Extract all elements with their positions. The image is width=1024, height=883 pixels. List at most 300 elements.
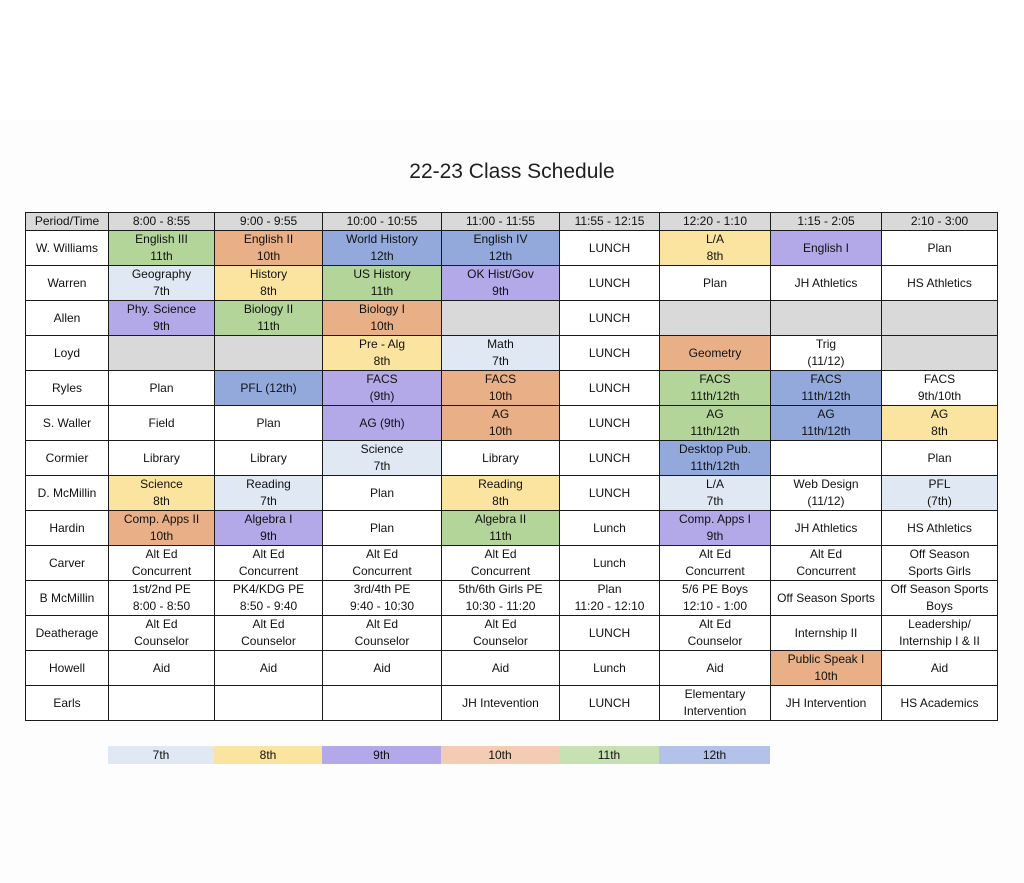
class-cell-line: 11th/12th — [690, 389, 740, 403]
class-cell — [660, 616, 771, 651]
class-cell-line: 10th — [149, 529, 174, 543]
class-cell-line: 1st/2nd PE — [132, 582, 191, 596]
grade-color-legend — [108, 746, 770, 764]
class-cell-line: FACS — [484, 372, 517, 386]
table-row — [26, 266, 998, 301]
class-cell-line: World History — [346, 232, 418, 246]
class-cell-line: LUNCH — [588, 240, 631, 255]
class-cell-line: LUNCH — [588, 485, 631, 500]
class-cell — [660, 476, 771, 511]
class-cell — [771, 511, 882, 546]
class-cell — [215, 546, 323, 581]
class-cell — [109, 546, 215, 581]
class-cell — [109, 231, 215, 266]
class-cell-line: 10th — [488, 424, 513, 438]
class-cell-line: 11th — [370, 284, 394, 298]
teacher-name: Carver — [26, 546, 109, 581]
class-cell-line: English II — [243, 232, 294, 246]
class-cell-line: LUNCH — [588, 415, 631, 430]
class-cell-line: Counselor — [241, 634, 296, 648]
class-cell — [442, 266, 560, 301]
class-cell — [323, 406, 442, 441]
class-cell — [323, 441, 442, 476]
class-cell-line: 10:30 - 11:20 — [465, 599, 536, 613]
class-cell — [560, 231, 660, 266]
class-cell-line: HS Athletics — [907, 520, 972, 535]
class-cell-line: 7th — [260, 494, 277, 508]
class-cell-line: Lunch — [593, 660, 626, 675]
class-cell-line: Counselor — [687, 634, 743, 648]
class-cell-line: Library — [482, 450, 519, 465]
class-cell — [323, 511, 442, 546]
class-cell-line: FACS — [923, 372, 956, 386]
class-cell-line: 5/6 PE Boys — [681, 582, 749, 596]
class-cell-line: Desktop Pub. — [678, 442, 752, 456]
class-cell — [882, 511, 998, 546]
class-cell — [323, 476, 442, 511]
legend-item-10th: 10th — [441, 746, 559, 764]
teacher-name: Cormier — [26, 441, 109, 476]
class-cell-line: 8th — [260, 284, 277, 298]
class-cell-line: HS Athletics — [907, 275, 972, 290]
class-cell-line: PFL — [928, 477, 951, 491]
class-cell-line: 12th — [370, 249, 394, 263]
class-cell — [323, 371, 442, 406]
class-cell — [215, 301, 323, 336]
header-time-slot: 12:20 - 1:10 — [660, 213, 771, 231]
class-cell-line: 8th — [706, 249, 724, 263]
header-period-time: Period/Time — [26, 213, 109, 231]
class-cell-line: Plan — [369, 485, 395, 500]
table-row — [26, 301, 998, 336]
class-cell — [109, 301, 215, 336]
class-cell — [660, 651, 771, 686]
class-cell-line: 9th — [706, 529, 724, 543]
class-cell-line: Aid — [706, 660, 724, 675]
class-cell-line: Concurrent — [131, 564, 192, 578]
class-cell-line: 9th — [153, 319, 170, 333]
teacher-name: Hardin — [26, 511, 109, 546]
table-row — [26, 336, 998, 371]
class-cell-line: Counselor — [134, 634, 189, 648]
class-cell-line: Sports Girls — [908, 564, 971, 578]
class-cell — [323, 266, 442, 301]
class-cell — [215, 406, 323, 441]
class-cell-line: Algebra I — [244, 512, 293, 526]
class-cell-line: Comp. Apps I — [678, 512, 752, 526]
class-cell — [660, 231, 771, 266]
class-cell — [660, 266, 771, 301]
class-cell — [560, 616, 660, 651]
class-cell-line: Aid — [373, 660, 391, 675]
class-cell — [560, 511, 660, 546]
class-cell — [771, 686, 882, 721]
class-cell-line: Aid — [491, 660, 510, 675]
class-cell — [323, 651, 442, 686]
class-cell — [771, 371, 882, 406]
class-cell-line: US History — [353, 267, 411, 281]
class-cell-line: 8th — [492, 494, 509, 508]
class-cell-line: AG — [491, 407, 510, 421]
class-cell — [660, 406, 771, 441]
class-cell-line: PFL (12th) — [240, 380, 297, 395]
class-cell — [109, 336, 215, 371]
class-cell-line: LUNCH — [588, 310, 631, 325]
class-cell-line: JH Intervention — [785, 695, 867, 710]
class-cell-line: Lunch — [593, 555, 626, 570]
class-cell-line: LUNCH — [588, 275, 631, 290]
class-cell — [215, 371, 323, 406]
header-time-slot: 10:00 - 10:55 — [323, 213, 442, 231]
class-cell-line: 8th — [373, 354, 391, 368]
class-cell-line: 11th/12th — [801, 389, 851, 403]
table-row — [26, 441, 998, 476]
teacher-name: S. Waller — [26, 406, 109, 441]
class-cell-line: Leadership/ — [908, 617, 971, 631]
class-cell — [323, 616, 442, 651]
teacher-name: Allen — [26, 301, 109, 336]
class-cell-line: Alt Ed — [252, 547, 285, 561]
class-cell — [660, 371, 771, 406]
class-cell — [560, 406, 660, 441]
class-cell — [771, 476, 882, 511]
class-cell — [323, 546, 442, 581]
class-cell-line: History — [249, 267, 288, 281]
class-cell-line: Plan — [927, 450, 952, 465]
class-cell-line: Counselor — [354, 634, 410, 648]
class-cell — [560, 651, 660, 686]
class-cell-line: Phy. Science — [126, 302, 197, 316]
class-cell-line: Geography — [131, 267, 192, 281]
class-cell-line: AG — [706, 407, 724, 421]
header-time-slot: 2:10 - 3:00 — [882, 213, 998, 231]
class-cell — [215, 336, 323, 371]
class-cell — [560, 336, 660, 371]
class-cell — [882, 231, 998, 266]
class-cell-line: Alt Ed — [809, 547, 842, 561]
class-cell — [442, 651, 560, 686]
teacher-name: W. Williams — [26, 231, 109, 266]
class-cell — [660, 301, 771, 336]
class-cell-line: Trig — [815, 337, 837, 351]
class-cell — [215, 651, 323, 686]
class-cell-line: AG — [930, 407, 949, 421]
teacher-name: Warren — [26, 266, 109, 301]
table-row — [26, 546, 998, 581]
class-cell-line: 11th — [257, 319, 280, 333]
class-cell — [882, 336, 998, 371]
class-cell-line: FACS — [366, 372, 398, 386]
class-cell-line: (7th) — [927, 494, 952, 508]
class-cell-line: 9th — [260, 529, 277, 543]
class-cell — [560, 581, 660, 616]
class-cell — [323, 686, 442, 721]
class-cell-line: Concurrent — [352, 564, 412, 578]
table-row — [26, 511, 998, 546]
header-row — [26, 213, 998, 231]
class-cell — [215, 476, 323, 511]
header-time-slot: 8:00 - 8:55 — [109, 213, 215, 231]
class-cell-line: Internship II — [794, 625, 858, 640]
class-cell-line: Library — [250, 450, 287, 465]
class-cell-line: LUNCH — [588, 695, 631, 710]
class-cell — [560, 301, 660, 336]
class-cell — [109, 441, 215, 476]
class-cell-line: Alt Ed — [365, 617, 398, 631]
header-time-slot: 9:00 - 9:55 — [215, 213, 323, 231]
class-cell — [560, 546, 660, 581]
class-cell — [109, 616, 215, 651]
class-cell-line: Reading — [478, 477, 523, 491]
class-cell-line: 11th/12th — [690, 424, 740, 438]
class-cell — [109, 581, 215, 616]
class-cell — [215, 231, 323, 266]
class-cell-line: Aid — [152, 660, 171, 675]
class-cell-line: 7th — [373, 459, 391, 473]
class-cell-line: Alt Ed — [145, 547, 178, 561]
class-cell-line: English IV — [473, 232, 528, 246]
class-cell-line: Web Design — [793, 477, 859, 491]
class-cell-line: Off Season Sports — [777, 590, 875, 605]
class-cell-line: AG (9th) — [359, 415, 405, 430]
class-cell — [660, 581, 771, 616]
class-cell-line: LUNCH — [588, 345, 631, 360]
class-cell — [882, 651, 998, 686]
header-time-slot: 11:00 - 11:55 — [442, 213, 560, 231]
class-cell-line: Counselor — [473, 634, 528, 648]
class-cell — [882, 266, 998, 301]
class-cell-line: 7th — [492, 354, 509, 368]
class-cell — [109, 406, 215, 441]
table-row — [26, 406, 998, 441]
class-cell-line: Biology I — [358, 302, 406, 316]
class-cell-line: Plan — [256, 415, 281, 430]
class-cell-line: 10th — [256, 249, 281, 263]
class-cell-line: Concurrent — [685, 564, 745, 578]
class-cell — [215, 266, 323, 301]
class-cell-line: HS Academics — [900, 695, 979, 710]
class-cell-line: 8:00 - 8:50 — [132, 599, 191, 613]
class-cell-line: (11/12) — [807, 354, 845, 368]
class-cell-line: 12th — [488, 249, 513, 263]
class-cell — [323, 581, 442, 616]
class-cell — [442, 336, 560, 371]
class-cell — [660, 511, 771, 546]
class-cell — [771, 336, 882, 371]
class-cell — [323, 301, 442, 336]
class-cell-line: Algebra II — [474, 512, 527, 526]
class-cell — [215, 686, 323, 721]
class-cell-line: Science — [360, 442, 404, 456]
class-cell — [442, 546, 560, 581]
class-cell — [882, 686, 998, 721]
class-cell — [560, 371, 660, 406]
class-cell — [660, 686, 771, 721]
class-cell-line: English I — [802, 240, 850, 255]
class-cell — [882, 301, 998, 336]
class-cell — [660, 441, 771, 476]
class-cell-line: Lunch — [593, 520, 626, 535]
class-cell — [882, 476, 998, 511]
table-row — [26, 616, 998, 651]
class-cell-line: 11th/12th — [801, 424, 851, 438]
class-cell-line: Alt Ed — [484, 617, 517, 631]
class-cell-line: 9th/10th — [917, 389, 962, 403]
class-cell — [109, 511, 215, 546]
class-cell-line: (9th) — [369, 389, 395, 403]
class-cell-line: 9th — [492, 284, 509, 298]
class-cell — [771, 581, 882, 616]
class-cell-line: 11th — [489, 529, 512, 543]
class-cell-line: Plan — [702, 275, 728, 290]
class-cell — [442, 231, 560, 266]
class-cell — [215, 441, 323, 476]
class-cell-line: Pre - Alg — [358, 337, 406, 351]
class-cell — [109, 651, 215, 686]
class-cell-line: Field — [148, 415, 175, 430]
class-cell-line: 7th — [706, 494, 724, 508]
class-cell-line: Plan — [597, 582, 622, 596]
class-cell-line: English III — [135, 232, 188, 246]
class-cell-line: Science — [140, 477, 183, 491]
class-cell-line: FACS — [810, 372, 842, 386]
class-cell-line: LUNCH — [588, 380, 631, 395]
table-row — [26, 686, 998, 721]
class-cell — [771, 441, 882, 476]
class-cell-line: 12:10 - 1:00 — [682, 599, 748, 613]
legend-item-8th: 8th — [214, 746, 322, 764]
class-cell — [882, 616, 998, 651]
top-margin — [0, 0, 1024, 120]
class-cell-line: Alt Ed — [252, 617, 285, 631]
class-cell-line: Aid — [259, 660, 278, 675]
class-cell — [442, 476, 560, 511]
header-time-slot: 11:55 - 12:15 — [560, 213, 660, 231]
class-cell-line: FACS — [699, 372, 731, 386]
table-row — [26, 581, 998, 616]
class-cell-line: Boys — [926, 599, 953, 613]
class-cell-line: L/A — [705, 477, 724, 491]
class-cell — [882, 546, 998, 581]
class-cell-line: Alt Ed — [698, 547, 731, 561]
class-cell-line: Elementary — [684, 687, 746, 701]
class-cell-line: LUNCH — [588, 450, 631, 465]
class-cell-line: Comp. Apps II — [123, 512, 200, 526]
class-cell — [323, 336, 442, 371]
class-cell-line: JH Intevention — [462, 695, 539, 710]
class-cell-line: 8:50 - 9:40 — [239, 599, 298, 613]
class-cell-line: Alt Ed — [698, 617, 731, 631]
class-cell — [442, 616, 560, 651]
class-cell-line: Intervention — [683, 704, 747, 718]
legend-item-9th: 9th — [322, 746, 441, 764]
class-cell-line: Public Speak I — [787, 652, 865, 666]
class-cell-line: 8th — [153, 494, 170, 508]
class-cell — [442, 511, 560, 546]
class-cell-line: Plan — [369, 520, 395, 535]
class-cell — [442, 441, 560, 476]
class-cell-line: Alt Ed — [484, 547, 517, 561]
class-cell — [771, 651, 882, 686]
class-cell — [882, 441, 998, 476]
class-cell — [771, 301, 882, 336]
class-cell — [771, 406, 882, 441]
table-row — [26, 476, 998, 511]
class-cell — [442, 686, 560, 721]
class-cell-line: JH Athletics — [794, 275, 858, 290]
class-cell — [442, 406, 560, 441]
class-cell-line: (11/12) — [807, 494, 845, 508]
class-cell-line: Internship I & II — [899, 634, 980, 648]
class-cell-line: Math — [487, 337, 514, 351]
class-cell — [771, 546, 882, 581]
class-cell — [882, 406, 998, 441]
class-cell-line: 10th — [488, 389, 513, 403]
class-cell — [442, 371, 560, 406]
teacher-name: Loyd — [26, 336, 109, 371]
class-cell-line: 8th — [931, 424, 948, 438]
legend-item-7th: 7th — [108, 746, 214, 764]
schedule-table — [25, 212, 998, 721]
table-row — [26, 651, 998, 686]
class-cell-line: Plan — [927, 240, 952, 255]
class-cell-line: 10th — [814, 669, 838, 683]
class-cell-line: Library — [143, 450, 180, 465]
class-cell — [215, 511, 323, 546]
class-cell-line: Alt Ed — [365, 547, 398, 561]
table-row — [26, 231, 998, 266]
class-cell — [442, 581, 560, 616]
class-cell-line: 11th — [150, 249, 173, 263]
class-cell-line: 10th — [370, 319, 394, 333]
class-cell — [660, 546, 771, 581]
class-cell-line: OK Hist/Gov — [467, 267, 534, 281]
class-cell — [442, 301, 560, 336]
class-cell — [560, 476, 660, 511]
class-cell — [560, 266, 660, 301]
schedule-title: 22-23 Class Schedule — [409, 160, 615, 183]
class-cell-line: 3rd/4th PE — [353, 582, 411, 596]
header-time-slot: 1:15 - 2:05 — [771, 213, 882, 231]
teacher-name: Earls — [26, 686, 109, 721]
class-cell-line: Concurrent — [238, 564, 299, 578]
class-cell — [660, 336, 771, 371]
class-cell — [215, 616, 323, 651]
class-cell-line: AG — [817, 407, 835, 421]
class-cell-line: Geometry — [688, 345, 742, 360]
class-cell-line: 11th/12th — [690, 459, 740, 473]
class-cell-line: 5th/6th Girls PE — [458, 582, 543, 596]
class-cell-line: Reading — [246, 477, 291, 491]
teacher-name: Deatherage — [26, 616, 109, 651]
class-cell-line: Alt Ed — [145, 617, 178, 631]
class-cell-line: LUNCH — [588, 625, 631, 640]
table-row — [26, 371, 998, 406]
class-cell-line: Concurrent — [470, 564, 531, 578]
class-cell-line: 7th — [153, 284, 170, 298]
class-cell — [109, 476, 215, 511]
class-cell — [882, 371, 998, 406]
class-cell — [323, 231, 442, 266]
class-cell — [109, 686, 215, 721]
class-cell — [560, 441, 660, 476]
class-cell-line: JH Athletics — [794, 520, 858, 535]
class-cell-line: Off Season Sports — [890, 582, 989, 596]
class-cell-line: Biology II — [243, 302, 294, 316]
class-cell — [109, 266, 215, 301]
class-cell-line: L/A — [705, 232, 724, 246]
class-cell-line: 9:40 - 10:30 — [349, 599, 415, 613]
